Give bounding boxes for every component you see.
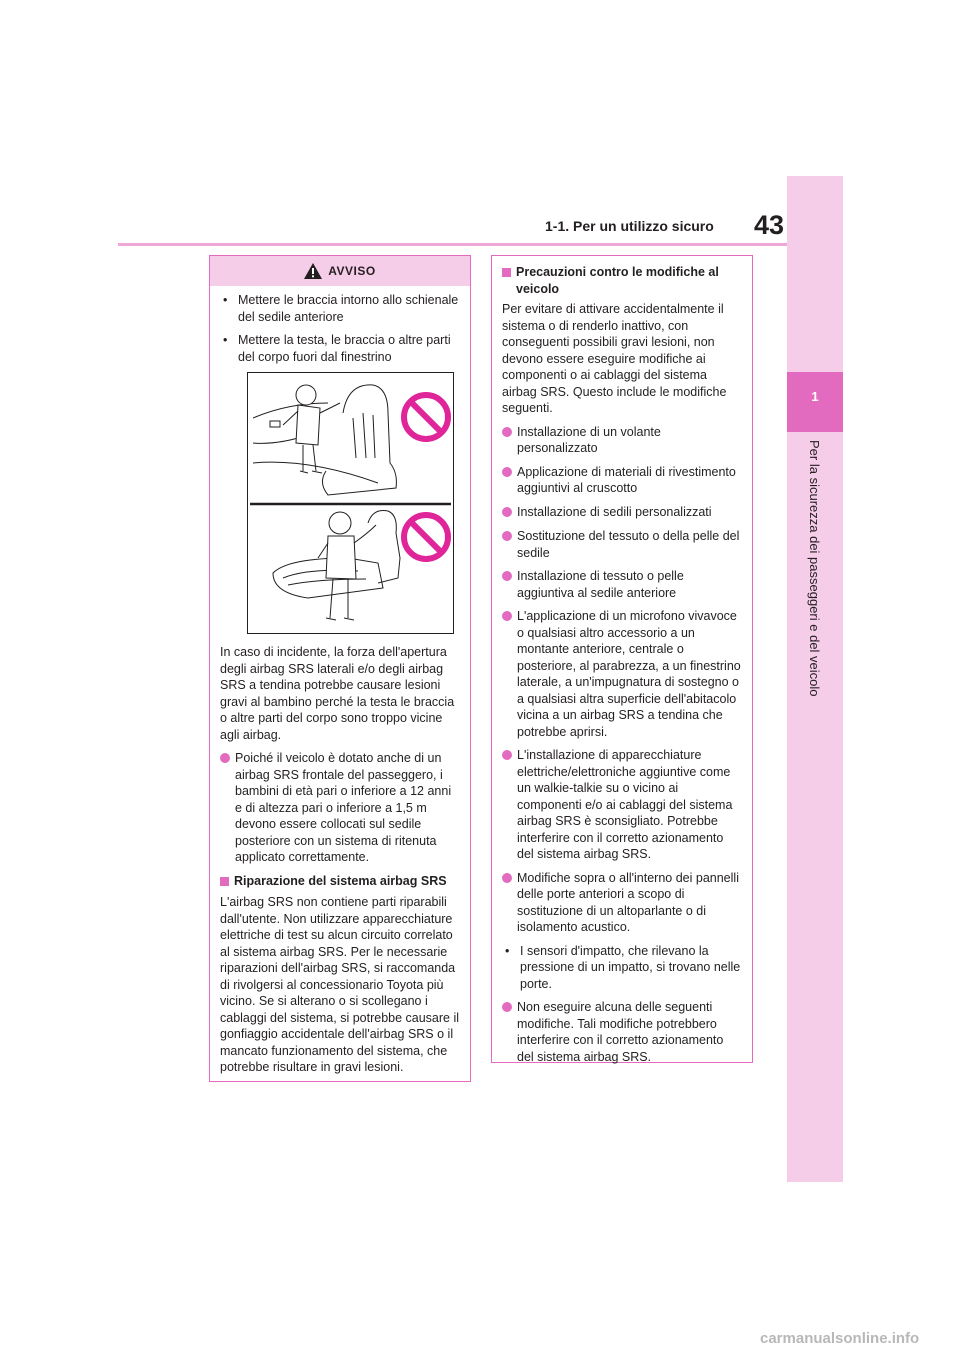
repair-text: L'airbag SRS non contiene parti riparabili dall'utente. Non utilizzare apparecchiature elettriche di test su alcun circuito correlato al sistema airbag SRS. Per le necessarie riparazioni dell'airbag SRS, si raccomanda di rivolgersi al concessionario Toyota più vicino. Se si alterano o si scollegano i cablaggi del sistema, si potrebbe causare il gonfiaggio accidentale dell'airbag SRS o il mancato funzionamento del sistema, che potrebbe risultare in gravi lesioni. xyxy=(220,895,460,1074)
chapter-number: 1 xyxy=(811,389,819,404)
bullet-circle-icon xyxy=(502,750,512,760)
warning-box xyxy=(209,255,471,1082)
list-item: L'installazione di apparecchiature elettriche/elettroniche aggiuntive come un walkie-talkie su o vicino ai componenti e/o ai cablaggi del sistema airbag SRS è sconsigliato. Potrebbe interferire con il corretto azionamento del sistema airbag SRS. xyxy=(502,747,742,863)
heading-square-icon xyxy=(502,268,511,277)
sub-bullet: • I sensori d'impatto, che rilevano la pressione di un impatto, si trovano nelle porte. xyxy=(505,943,741,991)
list-item: Applicazione di materiali di rivestimento aggiuntivi al cruscotto xyxy=(502,464,742,497)
bullet-circle-icon xyxy=(502,571,512,581)
warning-bullet: • Mettere le braccia intorno allo schienale del sedile anteriore xyxy=(223,293,459,324)
warning-header xyxy=(210,256,470,286)
warning-paragraph: In caso di incidente, la forza dell'apertura degli airbag SRS laterali e/o degli airbag SRS a tendina potrebbe causare lesioni gravi al bambino perché la testa le braccia o altre parti del corpo sono troppo vicine agli airbag. xyxy=(220,645,455,742)
bullet-circle-icon xyxy=(502,531,512,541)
bullet-circle-icon xyxy=(502,873,512,883)
list-item: Modifiche sopra o all'interno dei pannelli delle porte anteriori a scopo di sostituzione di un altoparlante o di isolamento acustico. xyxy=(502,870,742,936)
repair-heading: Riparazione del sistema airbag SRS xyxy=(220,873,460,891)
chapter-title: Per la sicurezza dei passeggeri e del veicolo xyxy=(807,440,822,697)
list-item: L'applicazione di un microfono vivavoce o qualsiasi altro accessorio a un montante anteriore, centrale o posteriore, al parabrezza, a un finestrino laterale, a un'impugnatura di sostegno o a qualsiasi altra superficie dell'abitacolo vicina a un airbag SRS a tendina che potrebbe aprirsi. xyxy=(502,608,742,740)
modifications-box xyxy=(491,255,753,1063)
bullet-circle-icon xyxy=(502,427,512,437)
list-item: Installazione di sedili personalizzati xyxy=(502,504,742,522)
warning-title: AVVISO xyxy=(328,264,376,278)
modifications-heading: Precauzioni contro le modifiche al veicolo xyxy=(502,264,742,297)
illustration-drawing xyxy=(248,373,453,633)
footer-watermark: carmanualsonline.info xyxy=(760,1330,920,1347)
bullet-circle-icon xyxy=(502,611,512,621)
child-seat-illustration xyxy=(247,372,454,634)
list-item: Non eseguire alcuna delle seguenti modifiche. Tali modifiche potrebbero interferire con il corretto azionamento del sistema airbag SRS. xyxy=(502,999,742,1065)
warning-circle-item: Poiché il veicolo è dotato anche di un airbag SRS frontale del passeggero, i bambini di età pari o inferiore a 12 anni e di altezza pari o inferiore a 1,5 m devono essere collocati sul sedile posteriore con un sistema di ritenuta applicato correttamente. xyxy=(220,750,460,866)
prohibition-icon xyxy=(404,515,448,559)
bullet-circle-icon xyxy=(220,753,230,763)
warning-triangle-icon xyxy=(304,263,322,279)
header-rule xyxy=(118,243,787,246)
bullet-circle-icon xyxy=(502,467,512,477)
bullet-circle-icon xyxy=(502,1002,512,1012)
modifications-intro: Per evitare di attivare accidentalmente il sistema o di renderlo inattivo, con conseguenti possibili gravi lesioni, non devono essere eseguire modifiche ai componenti o ai cablaggi del sistema airbag SRS. Questo include le modifiche seguenti. xyxy=(502,302,727,415)
bullet-circle-icon xyxy=(502,507,512,517)
list-item: Sostituzione del tessuto o della pelle del sedile xyxy=(502,528,742,561)
list-item: Installazione di tessuto o pelle aggiuntiva al sedile anteriore xyxy=(502,568,742,601)
page-number: 43 xyxy=(753,210,784,240)
section-title: 1-1. Per un utilizzo sicuro xyxy=(545,218,714,234)
list-item: Installazione di un volante personalizzato xyxy=(502,424,742,457)
prohibition-icon xyxy=(404,395,448,439)
warning-bullet: • Mettere la testa, le braccia o altre parti del corpo fuori dal finestrino xyxy=(223,333,451,364)
heading-square-icon xyxy=(220,877,229,886)
